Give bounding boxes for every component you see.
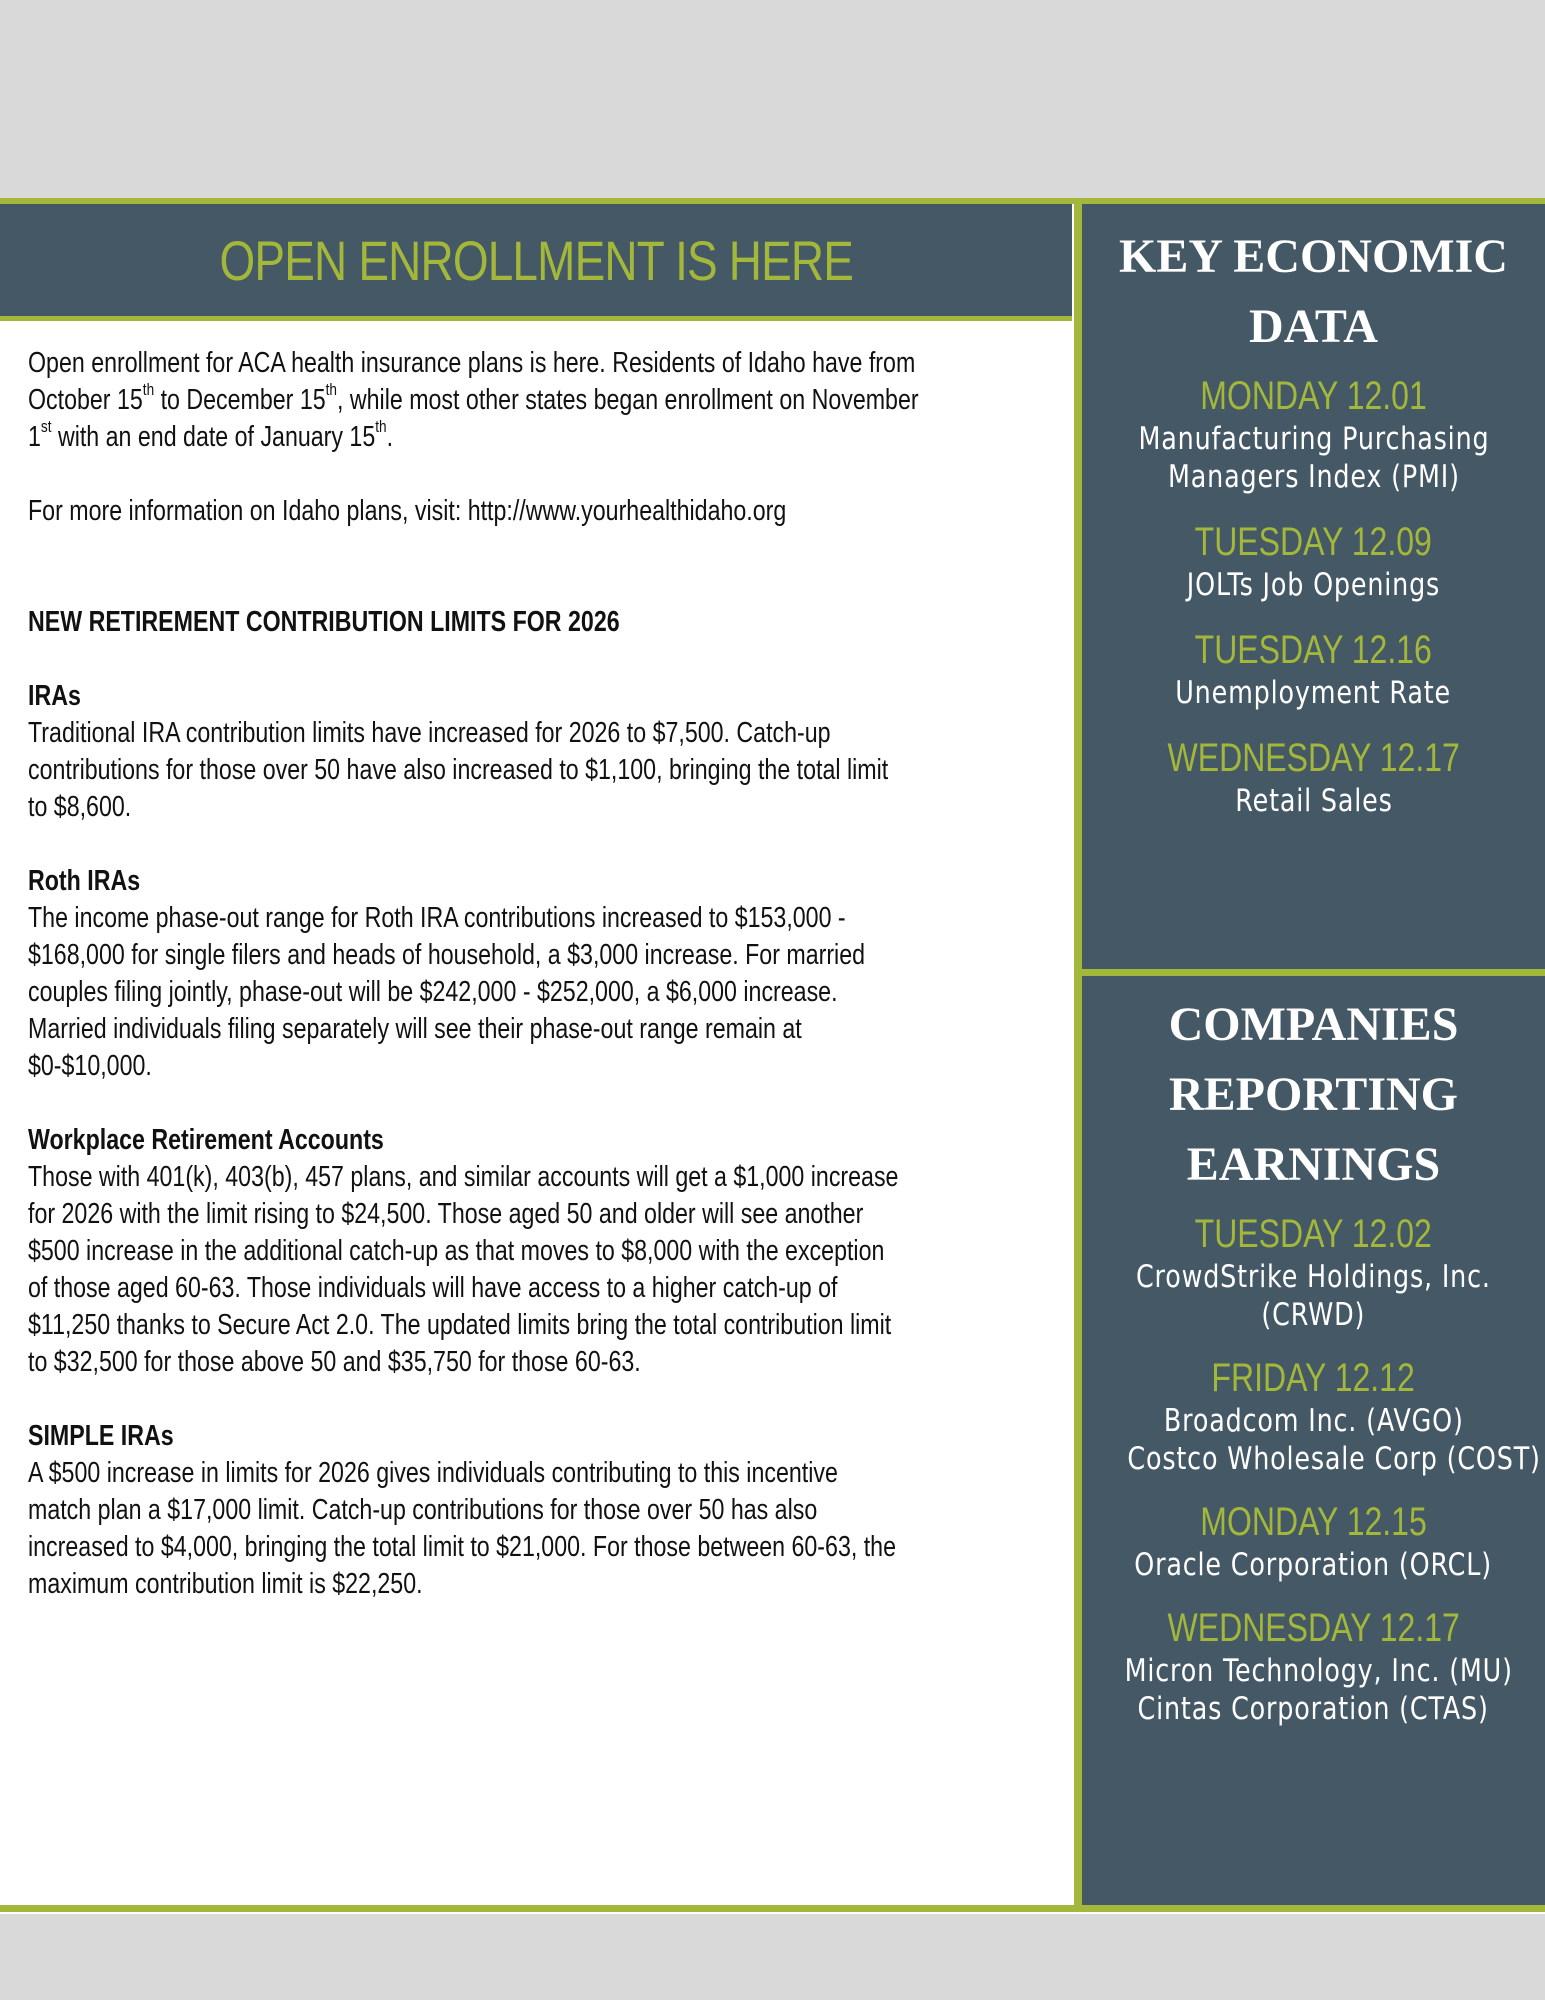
- superscript: th: [325, 380, 337, 399]
- section-text-line: Traditional IRA contribution limits have increased for 2026 to $7,500. Catch-up: [28, 717, 831, 749]
- earnings-panel: [1082, 990, 1545, 1728]
- section-text-line: couples filing jointly, phase-out will be $242,000 - $252,000, a $6,000 increase.: [28, 976, 838, 1008]
- text: , while most other states began enrollment on November: [337, 384, 919, 416]
- calendar-day: TUESDAY 12.16: [1194, 628, 1433, 672]
- section-text-line: $0-$10,000.: [28, 1050, 152, 1082]
- retirement-sections: [28, 678, 1068, 1603]
- calendar-entry: [1082, 1354, 1545, 1478]
- sidebar-separator: [1082, 969, 1545, 976]
- calendar-event: Retail Sales: [1234, 783, 1393, 819]
- calendar-day: TUESDAY 12.02: [1194, 1212, 1433, 1256]
- calendar-event: Manufacturing Purchasing: [1138, 421, 1489, 457]
- calendar-event: Oracle Corporation (ORCL): [1134, 1547, 1493, 1583]
- economic-title-line: DATA: [1249, 300, 1378, 353]
- enrollment-paragraph-line: [28, 380, 919, 419]
- calendar-event: CrowdStrike Holdings, Inc.: [1136, 1259, 1491, 1295]
- text: .: [386, 421, 394, 453]
- section-text-line: for 2026 with the limit rising to $24,500. Those aged 50 and older will see another: [28, 1198, 864, 1230]
- section-text-line: $11,250 thanks to Secure Act 2.0. The updated limits bring the total contribution limit: [28, 1309, 892, 1341]
- calendar-day: MONDAY 12.01: [1200, 374, 1427, 418]
- calendar-day: FRIDAY 12.12: [1211, 1356, 1416, 1400]
- calendar-event: JOLTs Job Openings: [1186, 567, 1441, 603]
- earnings-title-line: EARNINGS: [1186, 1138, 1441, 1191]
- economic-title-line: KEY ECONOMIC: [1119, 230, 1508, 283]
- calendar-entry: [1082, 734, 1545, 820]
- section-text-line: match plan a $17,000 limit. Catch-up contributions for those over 50 has also: [28, 1494, 818, 1526]
- text: October 15: [28, 384, 143, 416]
- section-text-line: Those with 401(k), 403(b), 457 plans, and similar accounts will get a $1,000 increase: [28, 1161, 899, 1193]
- calendar-day: WEDNESDAY 12.17: [1167, 1606, 1460, 1650]
- main-content: [28, 345, 1068, 1603]
- calendar-entry: [1082, 1210, 1545, 1334]
- calendar-event: (CRWD): [1261, 1297, 1366, 1333]
- section-text-line: A $500 increase in limits for 2026 gives individuals contributing to this incentive: [28, 1457, 838, 1489]
- superscript: th: [142, 380, 155, 399]
- section-text-line: $500 increase in the additional catch-up as that moves to $8,000 with the exception: [28, 1235, 885, 1267]
- calendar-entry: [1082, 1498, 1545, 1584]
- text: Open enrollment for ACA health insurance plans is here. Residents of Idaho have from: [28, 347, 916, 379]
- section-title: IRAs: [28, 680, 81, 712]
- calendar-event: Unemployment Rate: [1175, 675, 1452, 711]
- calendar-event: Costco Wholesale Corp (COST): [1127, 1441, 1541, 1477]
- section-text-line: of those aged 60-63. Those individuals will have access to a higher catch-up of: [28, 1272, 838, 1304]
- section-text-line: maximum contribution limit is $22,250.: [28, 1568, 423, 1600]
- section-text-line: to $8,600.: [28, 791, 132, 823]
- text: with an end date of January 15: [51, 421, 376, 453]
- enrollment-link-line: For more information on Idaho plans, visit: http://www.yourhealthidaho.org: [28, 495, 787, 527]
- calendar-entry: [1082, 1604, 1545, 1728]
- earnings-title-line: COMPANIES: [1168, 998, 1459, 1051]
- bottom-divider: [0, 1905, 1545, 1912]
- calendar-event: Cintas Corporation (CTAS): [1137, 1691, 1490, 1727]
- text: to December 15: [154, 384, 326, 416]
- enrollment-paragraph-line: [28, 345, 916, 382]
- calendar-day: WEDNESDAY 12.17: [1167, 736, 1460, 780]
- calendar-event: Micron Technology, Inc. (MU): [1124, 1653, 1513, 1689]
- calendar-entry: [1082, 626, 1545, 712]
- superscript: th: [375, 417, 387, 436]
- superscript: st: [40, 417, 52, 436]
- enrollment-paragraph-line: [28, 419, 860, 456]
- enrollment-title: OPEN ENROLLMENT IS HERE: [219, 228, 853, 292]
- sidebar-divider: [1074, 204, 1082, 1905]
- section-text-line: $168,000 for single filers and heads of household, a $3,000 increase. For married: [28, 939, 866, 971]
- enrollment-banner: [0, 204, 1072, 321]
- retirement-heading: NEW RETIREMENT CONTRIBUTION LIMITS FOR 2026: [28, 606, 620, 638]
- section-text-line: increased to $4,000, bringing the total limit to $21,000. For those between 60-63, the: [28, 1531, 896, 1563]
- section-title: Workplace Retirement Accounts: [28, 1124, 384, 1156]
- calendar-event: Managers Index (PMI): [1167, 459, 1460, 495]
- economic-data-panel: [1082, 222, 1545, 820]
- calendar-entry: [1082, 518, 1545, 604]
- section-text-line: contributions for those over 50 have also increased to $1,100, bringing the total limit: [28, 754, 889, 786]
- calendar-event: Broadcom Inc. (AVGO): [1163, 1403, 1464, 1439]
- section-title: Roth IRAs: [28, 865, 141, 897]
- section-text-line: Married individuals filing separately will see their phase-out range remain at: [28, 1013, 802, 1045]
- text: 1: [28, 421, 41, 453]
- earnings-list: [1082, 1210, 1545, 1728]
- earnings-title-line: REPORTING: [1168, 1068, 1458, 1121]
- calendar-day: TUESDAY 12.09: [1194, 520, 1433, 564]
- section-text-line: The income phase-out range for Roth IRA contributions increased to $153,000 -: [28, 902, 846, 934]
- section-text-line: to $32,500 for those above 50 and $35,750 for those 60-63.: [28, 1346, 641, 1378]
- calendar-entry: [1082, 372, 1545, 496]
- calendar-day: MONDAY 12.15: [1200, 1500, 1427, 1544]
- economic-list: [1082, 372, 1545, 820]
- section-title: SIMPLE IRAs: [28, 1420, 174, 1452]
